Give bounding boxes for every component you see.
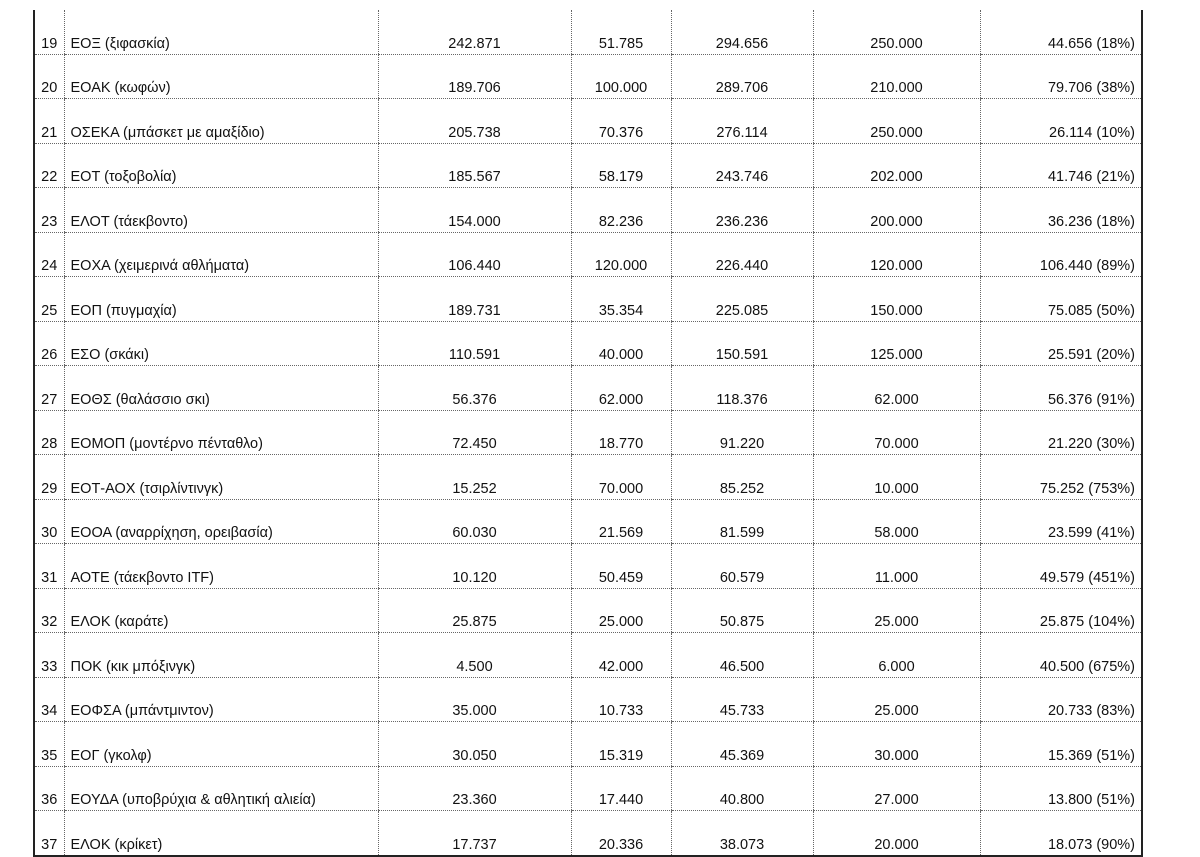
value-col-2-cell: 70.000 [571, 455, 671, 500]
row-number-cell: 26 [34, 321, 64, 366]
value-col-4-cell: 6.000 [813, 633, 980, 678]
value-col-4-cell: 25.000 [813, 677, 980, 722]
row-number-cell: 37 [34, 811, 64, 856]
difference-percent-cell: 13.800 (51%) [980, 766, 1142, 811]
difference-percent-cell: 56.376 (91%) [980, 366, 1142, 411]
federation-name-cell: ΕΟΦΣΑ (μπάντμιντον) [64, 677, 378, 722]
difference-percent-cell: 40.500 (675%) [980, 633, 1142, 678]
value-col-3-cell: 243.746 [671, 143, 813, 188]
value-col-2-cell: 62.000 [571, 366, 671, 411]
value-col-3-cell: 225.085 [671, 277, 813, 322]
row-number-cell: 28 [34, 410, 64, 455]
value-col-2-cell: 50.459 [571, 544, 671, 589]
value-col-1-cell: 189.731 [378, 277, 571, 322]
value-col-3-cell: 85.252 [671, 455, 813, 500]
value-col-4-cell: 250.000 [813, 10, 980, 54]
value-col-4-cell: 30.000 [813, 722, 980, 767]
table-row [34, 722, 1142, 767]
row-number-cell: 29 [34, 455, 64, 500]
value-col-1-cell: 30.050 [378, 722, 571, 767]
value-col-3-cell: 276.114 [671, 99, 813, 144]
value-col-3-cell: 236.236 [671, 188, 813, 233]
table-row [34, 633, 1142, 678]
difference-percent-cell: 36.236 (18%) [980, 188, 1142, 233]
value-col-2-cell: 18.770 [571, 410, 671, 455]
federation-name-cell: ΕΟΠ (πυγμαχία) [64, 277, 378, 322]
difference-percent-cell: 49.579 (451%) [980, 544, 1142, 589]
table-row [34, 410, 1142, 455]
row-number-cell: 33 [34, 633, 64, 678]
table-row [34, 10, 1142, 54]
value-col-1-cell: 56.376 [378, 366, 571, 411]
value-col-1-cell: 35.000 [378, 677, 571, 722]
value-col-3-cell: 226.440 [671, 232, 813, 277]
row-number-cell: 35 [34, 722, 64, 767]
value-col-1-cell: 242.871 [378, 10, 571, 54]
table-row [34, 321, 1142, 366]
value-col-2-cell: 10.733 [571, 677, 671, 722]
value-col-1-cell: 205.738 [378, 99, 571, 144]
table-row [34, 544, 1142, 589]
difference-percent-cell: 106.440 (89%) [980, 232, 1142, 277]
value-col-2-cell: 40.000 [571, 321, 671, 366]
value-col-4-cell: 200.000 [813, 188, 980, 233]
row-number-cell: 21 [34, 99, 64, 144]
value-col-2-cell: 25.000 [571, 588, 671, 633]
difference-percent-cell: 41.746 (21%) [980, 143, 1142, 188]
value-col-1-cell: 10.120 [378, 544, 571, 589]
federation-name-cell: ΕΛΟΚ (καράτε) [64, 588, 378, 633]
difference-percent-cell: 21.220 (30%) [980, 410, 1142, 455]
difference-percent-cell: 26.114 (10%) [980, 99, 1142, 144]
value-col-4-cell: 210.000 [813, 54, 980, 99]
value-col-3-cell: 118.376 [671, 366, 813, 411]
value-col-2-cell: 82.236 [571, 188, 671, 233]
value-col-4-cell: 11.000 [813, 544, 980, 589]
federation-name-cell: ΟΣΕΚΑ (μπάσκετ με αμαξίδιο) [64, 99, 378, 144]
table-row [34, 232, 1142, 277]
difference-percent-cell: 44.656 (18%) [980, 10, 1142, 54]
value-col-2-cell: 17.440 [571, 766, 671, 811]
value-col-1-cell: 154.000 [378, 188, 571, 233]
row-number-cell: 27 [34, 366, 64, 411]
table-row [34, 54, 1142, 99]
value-col-3-cell: 45.369 [671, 722, 813, 767]
row-number-cell: 34 [34, 677, 64, 722]
value-col-3-cell: 40.800 [671, 766, 813, 811]
federation-name-cell: ΕΟΤ-ΑΟΧ (τσιρλίντινγκ) [64, 455, 378, 500]
row-number-cell: 24 [34, 232, 64, 277]
federation-name-cell: ΠΟΚ (κικ μπόξινγκ) [64, 633, 378, 678]
difference-percent-cell: 23.599 (41%) [980, 499, 1142, 544]
difference-percent-cell: 75.085 (50%) [980, 277, 1142, 322]
difference-percent-cell: 20.733 (83%) [980, 677, 1142, 722]
table-row [34, 366, 1142, 411]
value-col-4-cell: 125.000 [813, 321, 980, 366]
value-col-4-cell: 25.000 [813, 588, 980, 633]
row-number-cell: 30 [34, 499, 64, 544]
value-col-2-cell: 42.000 [571, 633, 671, 678]
table-row [34, 143, 1142, 188]
table-body [34, 10, 1142, 856]
value-col-1-cell: 60.030 [378, 499, 571, 544]
table-row [34, 99, 1142, 144]
federation-name-cell: ΕΟΧΑ (χειμερινά αθλήματα) [64, 232, 378, 277]
value-col-1-cell: 25.875 [378, 588, 571, 633]
value-col-1-cell: 189.706 [378, 54, 571, 99]
federation-budget-table [33, 10, 1143, 857]
value-col-3-cell: 46.500 [671, 633, 813, 678]
federation-name-cell: ΑΟΤΕ (τάεκβοντο ITF) [64, 544, 378, 589]
value-col-4-cell: 20.000 [813, 811, 980, 856]
value-col-2-cell: 51.785 [571, 10, 671, 54]
value-col-4-cell: 58.000 [813, 499, 980, 544]
federation-name-cell: ΕΟΟΑ (αναρρίχηση, ορειβασία) [64, 499, 378, 544]
value-col-1-cell: 17.737 [378, 811, 571, 856]
federation-name-cell: ΕΛΟΤ (τάεκβοντο) [64, 188, 378, 233]
difference-percent-cell: 15.369 (51%) [980, 722, 1142, 767]
value-col-4-cell: 70.000 [813, 410, 980, 455]
value-col-2-cell: 20.336 [571, 811, 671, 856]
difference-percent-cell: 75.252 (753%) [980, 455, 1142, 500]
value-col-1-cell: 106.440 [378, 232, 571, 277]
value-col-1-cell: 4.500 [378, 633, 571, 678]
federation-name-cell: ΕΟΓ (γκολφ) [64, 722, 378, 767]
value-col-2-cell: 120.000 [571, 232, 671, 277]
value-col-4-cell: 62.000 [813, 366, 980, 411]
value-col-1-cell: 23.360 [378, 766, 571, 811]
row-number-cell: 31 [34, 544, 64, 589]
difference-percent-cell: 79.706 (38%) [980, 54, 1142, 99]
value-col-3-cell: 45.733 [671, 677, 813, 722]
federation-name-cell: ΕΟΤ (τοξοβολία) [64, 143, 378, 188]
federation-name-cell: ΕΟΥΔΑ (υποβρύχια & αθλητική αλιεία) [64, 766, 378, 811]
value-col-3-cell: 91.220 [671, 410, 813, 455]
federation-name-cell: ΕΟΞ (ξιφασκία) [64, 10, 378, 54]
row-number-cell: 36 [34, 766, 64, 811]
table-row [34, 588, 1142, 633]
table-row [34, 499, 1142, 544]
value-col-3-cell: 150.591 [671, 321, 813, 366]
difference-percent-cell: 25.591 (20%) [980, 321, 1142, 366]
row-number-cell: 20 [34, 54, 64, 99]
value-col-4-cell: 27.000 [813, 766, 980, 811]
value-col-2-cell: 70.376 [571, 99, 671, 144]
table-row [34, 677, 1142, 722]
row-number-cell: 19 [34, 10, 64, 54]
value-col-3-cell: 81.599 [671, 499, 813, 544]
difference-percent-cell: 25.875 (104%) [980, 588, 1142, 633]
table-row [34, 455, 1142, 500]
value-col-2-cell: 58.179 [571, 143, 671, 188]
federation-name-cell: ΕΟΑΚ (κωφών) [64, 54, 378, 99]
value-col-2-cell: 100.000 [571, 54, 671, 99]
value-col-1-cell: 15.252 [378, 455, 571, 500]
federation-name-cell: ΕΛΟΚ (κρίκετ) [64, 811, 378, 856]
value-col-3-cell: 289.706 [671, 54, 813, 99]
value-col-4-cell: 120.000 [813, 232, 980, 277]
table-row [34, 766, 1142, 811]
row-number-cell: 22 [34, 143, 64, 188]
value-col-2-cell: 35.354 [571, 277, 671, 322]
row-number-cell: 25 [34, 277, 64, 322]
value-col-3-cell: 294.656 [671, 10, 813, 54]
value-col-3-cell: 50.875 [671, 588, 813, 633]
federation-budget-table-container [33, 10, 1141, 857]
value-col-4-cell: 10.000 [813, 455, 980, 500]
value-col-2-cell: 15.319 [571, 722, 671, 767]
value-col-4-cell: 250.000 [813, 99, 980, 144]
value-col-1-cell: 72.450 [378, 410, 571, 455]
value-col-3-cell: 38.073 [671, 811, 813, 856]
federation-name-cell: ΕΣΟ (σκάκι) [64, 321, 378, 366]
table-row [34, 188, 1142, 233]
value-col-4-cell: 202.000 [813, 143, 980, 188]
table-row [34, 277, 1142, 322]
row-number-cell: 23 [34, 188, 64, 233]
value-col-1-cell: 110.591 [378, 321, 571, 366]
row-number-cell: 32 [34, 588, 64, 633]
value-col-4-cell: 150.000 [813, 277, 980, 322]
value-col-1-cell: 185.567 [378, 143, 571, 188]
value-col-3-cell: 60.579 [671, 544, 813, 589]
difference-percent-cell: 18.073 (90%) [980, 811, 1142, 856]
federation-name-cell: ΕΟΘΣ (θαλάσσιο σκι) [64, 366, 378, 411]
federation-name-cell: ΕΟΜΟΠ (μοντέρνο πένταθλο) [64, 410, 378, 455]
value-col-2-cell: 21.569 [571, 499, 671, 544]
